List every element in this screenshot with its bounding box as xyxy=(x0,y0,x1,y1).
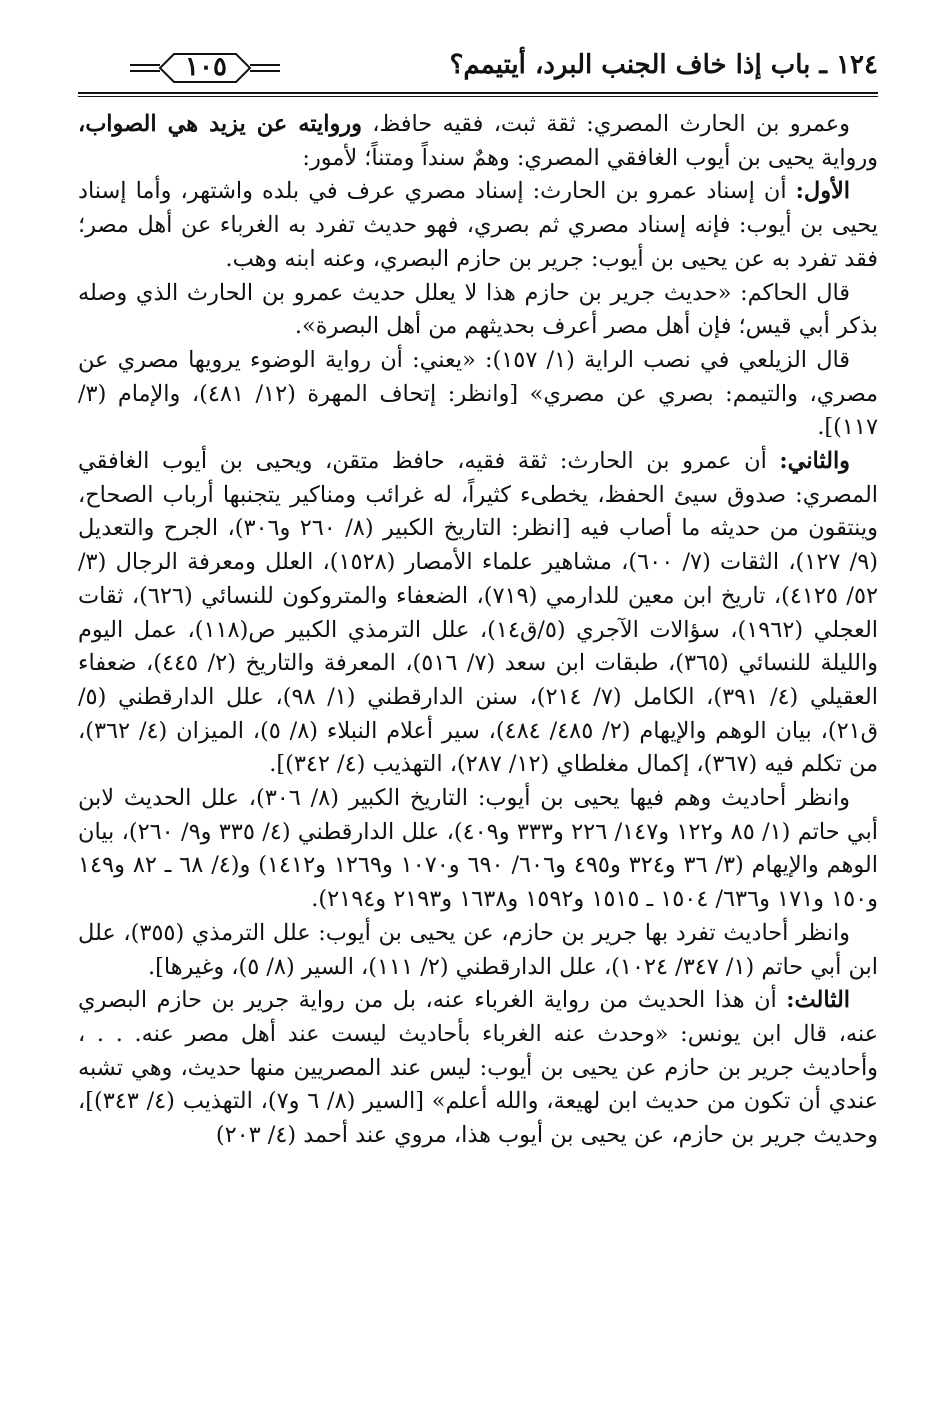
paragraph-text: أن إسناد عمرو بن الحارث: إسناد مصري عرف في بلده واشتهر، وأما إسناد يحيى بن أيوب: فإنه إسناد مصري ثم بصري، فهو حديث تفرد به الغرباء عن أهل مصر؛ فقد تفرد به عن يحيى بن أيوب: جرير بن حازم البصري، وعنه ابنه وهب. xyxy=(78,178,878,272)
paragraph-text: ورواية يحيى بن أيوب الغافقي المصري: وهمٌ سنداً ومتناً؛ لأمور: xyxy=(302,144,878,171)
paragraph-text: وانظر أحاديث تفرد بها جرير بن حازم، عن يحيى بن أيوب: علل الترمذي (٣٥٥)، علل ابن أبي حاتم (١/ ٣٤٧/ ١٠٢٤)، علل الدارقطني (٢/ ١١١)، السير (٨/ ٥)، وغيرها]. xyxy=(78,919,878,980)
paragraph-text: قال الزيلعي في نصب الراية (١/ ١٥٧): «يعني: أن رواية الوضوء يرويها مصري عن مصري، والتيمم: بصري عن مصري» [وانظر: إتحاف المهرة (١٢/ ٤٨١)، والإمام (٣/ ١١٧)]. xyxy=(78,346,878,441)
page-body xyxy=(78,108,878,1153)
paragraph-references-2 xyxy=(78,917,878,984)
paragraph-zaylai-quote xyxy=(78,344,878,445)
paragraph-first-reason xyxy=(78,175,878,276)
reason-label: الثالث: xyxy=(786,987,850,1014)
paragraph-text: وعمرو بن الحارث المصري: ثقة ثبت، فقيه حافظ، xyxy=(361,111,850,137)
page-header xyxy=(78,40,878,100)
page-number: ١٠٥ xyxy=(185,52,227,82)
page-number-frame xyxy=(130,48,280,88)
reason-label: والثاني: xyxy=(779,448,850,475)
paragraph-third-reason xyxy=(78,984,878,1153)
paragraph-text: أن عمرو بن الحارث: ثقة فقيه، حافظ متقن، ويحيى بن أيوب الغافقي المصري: صدوق سيئ الحفظ، يخطىء كثيراً، له غرائب ومناكير يتجنبها أرباب الصحاح، وينتقون من حديثه ما أصاب فيه [انظر: التاريخ الكبير (٨/ ٢٦٠ و٣٠٦)، الجرح والتعديل (٩/ ١٢٧)، الثقات (٧/ ٦٠٠)، مشاهير علماء الأمصار (١٥٢٨)، العلل ومعرفة الرجال (٣/ ٥٢/ ٤١٢٥)، تاريخ ابن معين للدارمي (٧١٩)، الضعفاء والمتروكون للنسائي (٦٢٦)، ثقات العجلي (١٩٦٢)، سؤالات الآجري (٥/ق١٤)، علل الترمذي الكبير ص(١١٨)، عمل اليوم والليلة للنسائي (٣٦٥)، طبقات ابن سعد (٧/ ٥١٦)، المعرفة والتاريخ (٢/ ٤٤٥)، ضعفاء العقيلي (٤/ ٣٩١)، الكامل (٧/ ٢١٤)، سنن الدارقطني (١/ ٩٨)، علل الدارقطني (٥/ ق٢١)، بيان الوهم والإيهام (٢/ ٤٨٥/ ٤٨٤)، سير أعلام النبلاء (٨/ ٥)، الميزان (٤/ ٣٦٢)، من تكلم فيه (٣٦٧)، إكمال مغلطاي (١٢/ ٢٨٧)، التهذيب (٤/ ٣٤٢)]. xyxy=(78,448,878,778)
bold-phrase: وروايته عن يزيد هي الصواب، xyxy=(78,111,362,137)
chapter-title: ١٢٤ ـ باب إذا خاف الجنب البرد، أيتيمم؟ xyxy=(449,50,878,80)
header-rule xyxy=(78,92,878,94)
reason-label: الأول: xyxy=(795,178,850,205)
paragraph-text: وانظر أحاديث وهم فيها يحيى بن أيوب: التاريخ الكبير (٨/ ٣٠٦)، علل الحديث لابن أبي حاتم (١/ ٨٥ و١٢٢ و١٤٧/ ٢٢٦ و٣٣٣ و٤٠٩)، علل الدارقطني (٤/ ٣٣٥ و٩/ ٢٦٠)، بيان الوهم والإيهام (٣/ ٣٦ و٣٢٤ و٤٩٥ و٦٠٦/ ٦٩٠ و١٠٧٠ و١٢٦٩ و١٤١٢) و(٤/ ٦٨ ـ ٨٢ و١٤٩ و١٥٠ و١٧١ و٦٣٦/ ١٥٠٤ ـ ١٥١٥ و١٥٩٢ و١٦٣٨ و٢١٩٣ و٢١٩٤). xyxy=(78,785,879,913)
paragraph-text: أن هذا الحديث من رواية الغرباء عنه، بل من رواية جرير بن حازم البصري عنه، قال ابن يونس: «وحدث عنه الغرباء بأحاديث ليست عند أهل مصر عنه. . . ، وأحاديث جرير بن حازم عن يحيى بن أيوب: ليس عند المصريين منها حديث، وهي تشبه عندي أن تكون من حديث ابن لهيعة، والله أعلم» [السير (٨/ ٦ و٧)، التهذيب (٤/ ٣٤٣)]، وحديث جرير بن حازم، عن يحيى بن أيوب هذا، مروي عند أحمد (٤/ ٢٠٣) xyxy=(78,987,878,1149)
header-rule-thin xyxy=(78,96,878,97)
paragraph-1 xyxy=(78,108,878,175)
paragraph-hakim-quote xyxy=(78,277,878,344)
paragraph-second-reason xyxy=(78,445,878,782)
paragraph-text: قال الحاكم: «حديث جرير بن حازم هذا لا يعلل حديث عمرو بن الحارث الذي وصله بذكر أبي قيس؛ فإن أهل مصر أعرف بحديثهم من أهل البصرة». xyxy=(78,279,878,340)
paragraph-references-1 xyxy=(78,782,878,917)
